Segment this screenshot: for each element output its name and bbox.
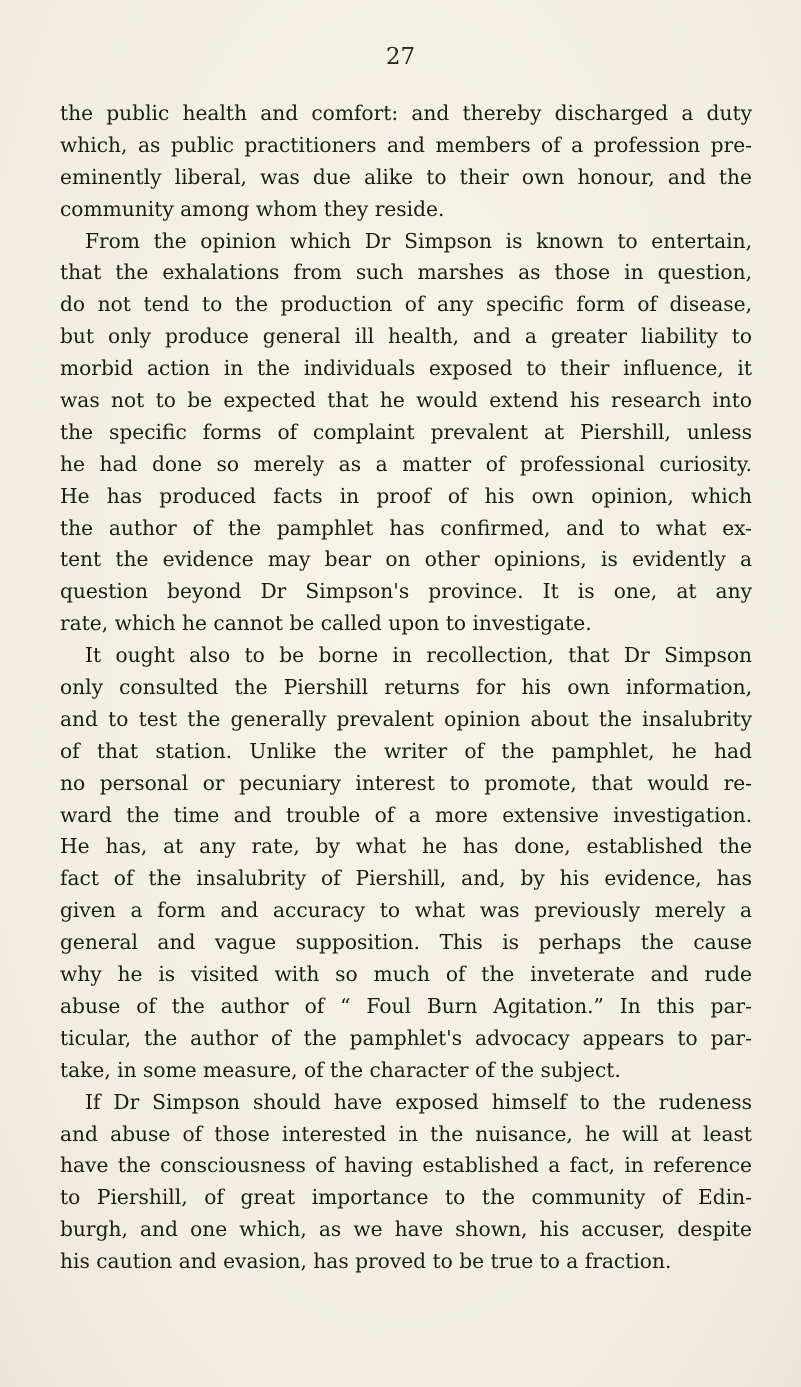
text-line: take, in some measure, of the character of the subject. <box>60 1057 621 1082</box>
text-line: abuse of the author of “ Foul Burn Agitation.” In this par- <box>60 993 752 1018</box>
text-line: He has, at any rate, by what he has done, established the <box>60 834 752 859</box>
text-line: his caution and evasion, has proved to be true to a fraction. <box>60 1249 672 1274</box>
text-line: only consulted the Piershill returns for his own information, <box>60 675 752 700</box>
text-line: fact of the insalubrity of Piershill, and, by his evidence, has <box>60 866 752 891</box>
text-line: tent the evidence may bear on other opinions, is evidently a <box>60 547 752 572</box>
text-line: the public health and comfort: and thereby discharged a duty <box>60 101 752 125</box>
text-line: morbid action in the individuals exposed to their influence, it <box>60 356 752 381</box>
text-line: but only produce general ill health, and a greater liability to <box>60 324 752 349</box>
text-line: and to test the generally prevalent opinion about the insalubrity <box>60 706 752 731</box>
text-line: to Piershill, of great importance to the community of Edin- <box>60 1185 752 1210</box>
text-line: ward the time and trouble of a more extensive investigation. <box>60 802 752 827</box>
text-line: which, as public practitioners and members of a profession pre- <box>60 132 752 157</box>
text-line: ticular, the author of the pamphlet's advocacy appears to par- <box>60 1025 752 1050</box>
body-text <box>60 98 752 1278</box>
text-line: that the exhalations from such marshes as those in question, <box>60 260 752 285</box>
text-line: of that station. Unlike the writer of the pamphlet, he had <box>60 738 752 763</box>
paragraph-start-line: From the opinion which Dr Simpson is known to entertain, <box>85 228 752 253</box>
page-number: 27 <box>385 44 416 70</box>
text-line: given a form and accuracy to what was previously merely a <box>60 898 752 923</box>
paragraph-start-line: It ought also to be borne in recollection, that Dr Simpson <box>85 643 752 668</box>
text-line: why he is visited with so much of the inveterate and rude <box>60 962 752 987</box>
text-line: burgh, and one which, as we have shown, his accuser, despite <box>60 1217 752 1242</box>
text-line: community among whom they reside. <box>60 196 445 221</box>
text-line: do not tend to the production of any specific form of disease, <box>60 292 752 317</box>
text-line: have the consciousness of having established a fact, in reference <box>60 1153 752 1178</box>
text-line: question beyond Dr Simpson's province. It is one, at any <box>60 579 752 604</box>
text-line: the specific forms of complaint prevalent at Piershill, unless <box>60 419 752 444</box>
text-line: no personal or pecuniary interest to promote, that would re- <box>60 770 752 795</box>
text-line: he had done so merely as a matter of professional curiosity. <box>60 451 752 476</box>
text-line: the author of the pamphlet has confirmed, and to what ex- <box>60 515 752 540</box>
text-line: He has produced facts in proof of his own opinion, which <box>60 483 752 508</box>
text-line: and abuse of those interested in the nuisance, he will at least <box>60 1121 752 1146</box>
paragraph-start-line: If Dr Simpson should have exposed himself to the rudeness <box>85 1089 752 1114</box>
text-line: was not to be expected that he would extend his research into <box>60 388 752 413</box>
text-line: rate, which he cannot be called upon to investigate. <box>60 611 592 636</box>
text-line: general and vague supposition. This is perhaps the cause <box>60 930 752 955</box>
text-line: eminently liberal, was due alike to their own honour, and the <box>60 164 752 189</box>
